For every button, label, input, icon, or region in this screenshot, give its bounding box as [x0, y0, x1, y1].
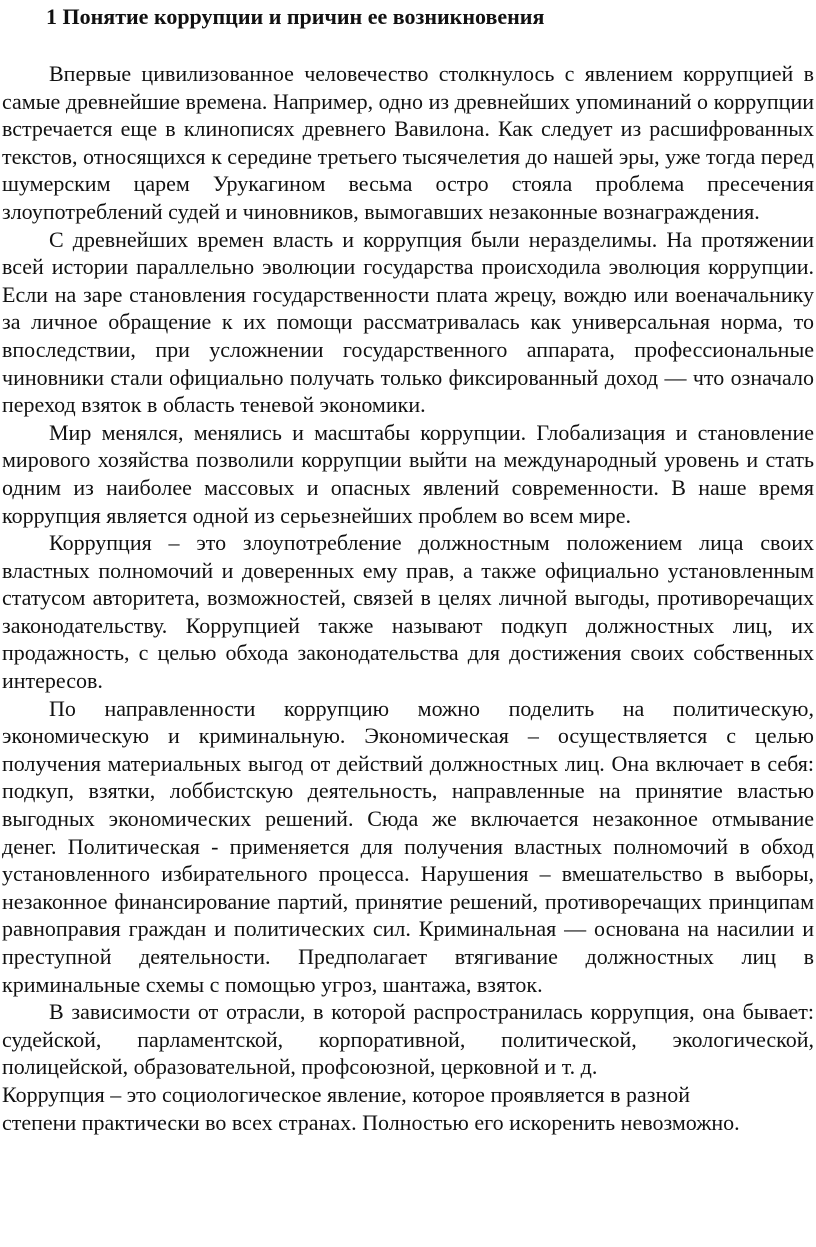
paragraph-power-and-corruption: С древнейших времен власть и коррупция были неразделимы. На протяжении всей истории параллельно эволюции государства происходила эволюция коррупции. Если на заре становления государственности плата жрецу, вождю или военачальнику за личное обращение к их помощи рассматривалась как универсальная норма, то впоследствии, при усложнении государственного аппарата, профессиональные чиновники стали официально получать только фиксированный доход — что означало переход взяток в область теневой экономики. — [2, 226, 814, 418]
paragraph-origins: Впервые цивилизованное человечество столкнулось с явлением коррупцией в самые древнейшие времена. Например, одно из древнейших упоминаний о коррупции встречается еще в клинописях древнего Вавилона. Как следует из расшифрованных текстов, относящихся к середине третьего тысячелетия до нашей эры, уже тогда перед шумерским царем Урукагином весьма остро стояла проблема пресечения злоупотреблений судей и чиновников, вымогавших незаконные вознаграждения. — [2, 61, 814, 224]
closing-line-2: степени практически во всех странах. Полностью его искоренить невозможно. — [2, 1109, 740, 1135]
section-heading: 1 Понятие коррупции и причин ее возникновения — [46, 4, 545, 29]
paragraph-globalization: Мир менялся, менялись и масштабы коррупции. Глобализация и становление мирового хозяйства позволили коррупции выйти на международный уровень и стать одним из наиболее массовых и опасных явлений современности. В наше время коррупция является одной из серьезнейших проблем во всем мире. — [2, 419, 814, 528]
paragraph-definition: Коррупция – это злоупотребление должностным положением лица своих властных полномочий и доверенных ему прав, а также официально установленным статусом авторитета, возможностей, связей в целях личной выгоды, противоречащих законодательству. Коррупцией также называют подкуп должностных лиц, их продажность, с целью обхода законодательства для достижения своих собственных интересов. — [2, 530, 814, 694]
closing-line-1: Коррупция – это социологическое явление, которое проявляется в разной — [2, 1081, 691, 1107]
paragraph-branches: В зависимости от отрасли, в которой распространилась коррупция, она бывает: судейской, парламентской, корпоративной, политической, экологической, полицейской, образовательной, профсоюзной, церковной и т. д. — [2, 999, 814, 1080]
paragraph-classification: По направленности коррупцию можно поделить на политическую, экономическую и криминальную. Экономическая – осуществляется с целью получения материальных выгод от действий должностных лиц. Она включает в себя: подкуп, взятки, лоббистскую деятельность, направленные на принятие властью выгодных экономических решений. Сюда же включается незаконное отмывание денег. Политическая - применяется для получения властных полномочий в обход установленного избирательного процесса. Нарушения – вмешательство в выборы, незаконное финансирование партий, принятие решений, противоречащих принципам равноправия граждан и политических сил. Криминальная — основана на насилии и преступной деятельности. Предполагает втягивание должностных лиц в криминальные схемы с помощью угроз, шантажа, взяток. — [2, 695, 814, 997]
